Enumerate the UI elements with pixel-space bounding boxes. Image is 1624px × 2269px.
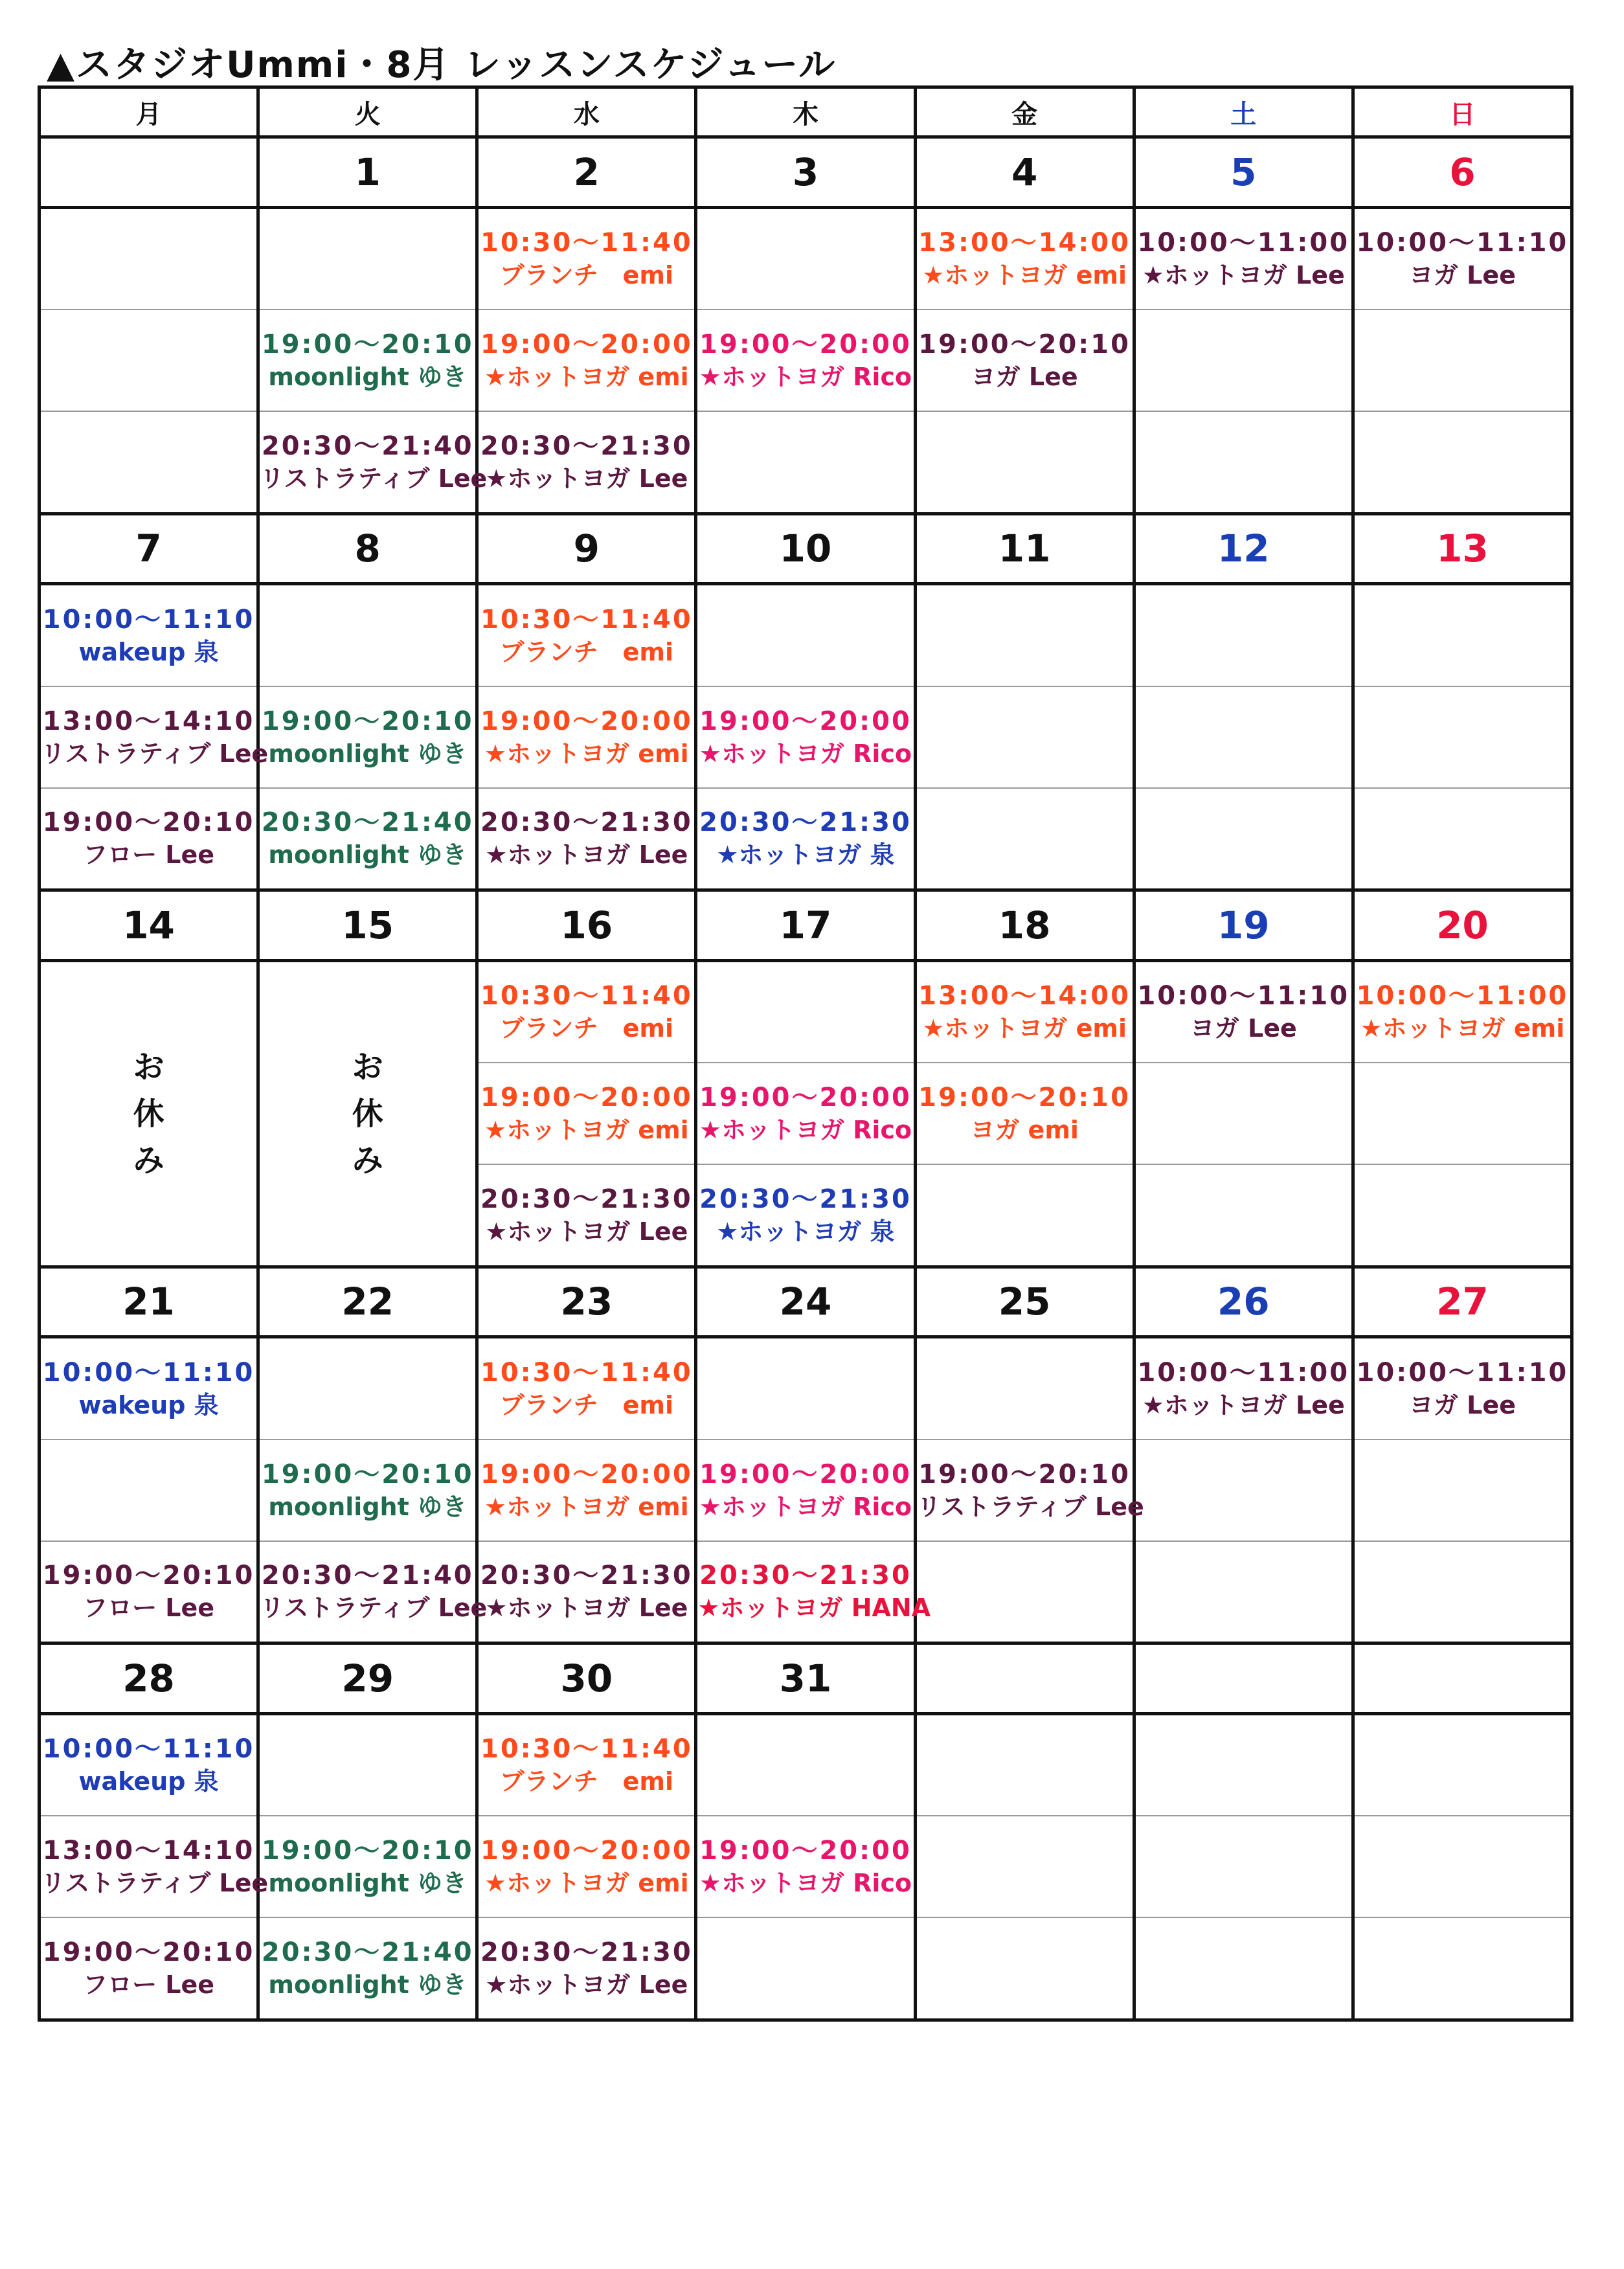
lesson-cell bbox=[915, 207, 1134, 310]
lesson-cell bbox=[477, 1164, 696, 1267]
holiday-cell bbox=[258, 960, 477, 1267]
lesson-name: フロー Lee bbox=[83, 1594, 215, 1623]
lesson-cell bbox=[477, 584, 696, 686]
lesson-time: 13:00〜14:10 bbox=[42, 1836, 255, 1866]
date-row bbox=[39, 1267, 1572, 1337]
lesson-time: 20:30〜21:30 bbox=[480, 1937, 693, 1967]
date-cell: 2 bbox=[477, 137, 696, 207]
date-cell: 14 bbox=[39, 890, 258, 960]
date-cell: 29 bbox=[258, 1643, 477, 1713]
lesson-name: moonlight ゆき bbox=[268, 1492, 467, 1521]
date-cell: 26 bbox=[1134, 1267, 1353, 1337]
lesson-cell bbox=[915, 1337, 1134, 1439]
lesson-cell bbox=[915, 584, 1134, 686]
date-cell: 1 bbox=[258, 137, 477, 207]
lesson-cell bbox=[696, 1337, 915, 1439]
date-cell: 24 bbox=[696, 1267, 915, 1337]
lesson-cell bbox=[39, 207, 258, 310]
lesson-time: 13:00〜14:00 bbox=[918, 228, 1131, 258]
lesson-cell bbox=[915, 1917, 1134, 2020]
lesson-cell bbox=[696, 1541, 931, 1643]
lesson-name: ヨガ emi bbox=[970, 1116, 1079, 1144]
weekday-header: 水 bbox=[477, 87, 696, 137]
lesson-name: ★ホットヨガ Rico bbox=[699, 739, 912, 768]
date-cell: 13 bbox=[1353, 514, 1572, 583]
lesson-name: リストラティブ Lee bbox=[916, 1492, 1144, 1521]
lesson-cell bbox=[1353, 686, 1572, 788]
lesson-cell bbox=[39, 310, 258, 411]
lesson-cell bbox=[1134, 788, 1353, 890]
lesson-cell bbox=[1134, 1439, 1353, 1541]
lesson-name: ★ホットヨガ Rico bbox=[699, 1492, 912, 1521]
lesson-time: 19:00〜20:00 bbox=[699, 1459, 912, 1489]
lesson-time: 19:00〜20:00 bbox=[480, 706, 693, 736]
lesson-cell bbox=[1134, 1713, 1353, 1816]
lesson-name: フロー Lee bbox=[83, 1970, 215, 1999]
lesson-time: 10:00〜11:10 bbox=[1137, 981, 1350, 1011]
date-cell: 17 bbox=[696, 890, 915, 960]
lesson-time: 20:30〜21:40 bbox=[261, 807, 474, 838]
lesson-time: 19:00〜20:10 bbox=[261, 1459, 474, 1489]
lesson-cell bbox=[258, 686, 477, 788]
lesson-cell bbox=[258, 310, 477, 411]
lesson-time: 19:00〜20:10 bbox=[918, 1459, 1131, 1489]
weekday-header-row bbox=[39, 87, 1572, 137]
lesson-cell bbox=[258, 584, 477, 686]
lesson-row bbox=[39, 1713, 1572, 1816]
lesson-name: moonlight ゆき bbox=[268, 1869, 467, 1897]
holiday-cell bbox=[39, 960, 258, 1267]
lesson-cell bbox=[696, 411, 915, 514]
schedule-table bbox=[38, 85, 1573, 2022]
date-cell: 3 bbox=[696, 137, 915, 207]
page-title: ▲スタジオUmmi・8月 レッスンスケジュール bbox=[47, 44, 837, 86]
lesson-cell bbox=[915, 1164, 1134, 1267]
lesson-cell bbox=[1353, 411, 1572, 514]
lesson-cell bbox=[1134, 1541, 1353, 1643]
date-cell: 19 bbox=[1134, 890, 1353, 960]
holiday-text: み bbox=[352, 1142, 383, 1179]
lesson-name: リストラティブ Lee bbox=[260, 464, 488, 493]
lesson-cell bbox=[39, 411, 258, 514]
lesson-time: 19:00〜20:00 bbox=[699, 1836, 912, 1866]
lesson-name: ★ホットヨガ Lee bbox=[1142, 1390, 1345, 1419]
lesson-cell bbox=[1134, 686, 1353, 788]
lesson-cell bbox=[477, 310, 696, 411]
lesson-time: 10:30〜11:40 bbox=[480, 604, 693, 635]
lesson-time: 19:00〜20:10 bbox=[261, 330, 474, 359]
lesson-cell bbox=[477, 788, 696, 890]
lesson-cell bbox=[258, 411, 488, 514]
weekday-header: 日 bbox=[1353, 87, 1572, 137]
lesson-name: ★ホットヨガ Lee bbox=[485, 1970, 688, 1999]
lesson-row bbox=[39, 788, 1572, 890]
date-cell bbox=[1134, 1643, 1353, 1713]
lesson-name: ★ホットヨガ Rico bbox=[699, 363, 912, 391]
date-cell: 15 bbox=[258, 890, 477, 960]
lesson-cell bbox=[696, 1917, 915, 2020]
lesson-name: ヨガ Lee bbox=[1408, 261, 1516, 290]
lesson-cell bbox=[477, 960, 696, 1063]
lesson-cell bbox=[915, 1713, 1134, 1816]
lesson-name: wakeup 泉 bbox=[78, 637, 219, 666]
lesson-cell bbox=[1353, 1713, 1572, 1816]
lesson-time: 10:30〜11:40 bbox=[480, 228, 693, 258]
lesson-cell bbox=[915, 1541, 1134, 1643]
lesson-cell bbox=[39, 686, 269, 788]
lesson-name: ★ホットヨガ Lee bbox=[485, 841, 688, 870]
lesson-name: wakeup 泉 bbox=[78, 1390, 219, 1419]
lesson-cell bbox=[1353, 1164, 1572, 1267]
lesson-time: 10:00〜11:10 bbox=[1356, 1357, 1569, 1388]
lesson-time: 19:00〜20:00 bbox=[699, 706, 912, 736]
lesson-name: ヨガ Lee bbox=[1408, 1390, 1516, 1419]
lesson-name: リストラティブ Lee bbox=[260, 1594, 488, 1623]
lesson-name: ブランチ emi bbox=[499, 261, 674, 290]
lesson-name: ★ホットヨガ Lee bbox=[485, 1217, 688, 1246]
lesson-cell bbox=[258, 1337, 477, 1439]
lesson-name: ★ホットヨガ emi bbox=[484, 739, 689, 768]
lesson-time: 20:30〜21:30 bbox=[699, 807, 912, 838]
lesson-name: ★ホットヨガ 泉 bbox=[716, 841, 895, 870]
lesson-time: 19:00〜20:00 bbox=[699, 330, 912, 359]
lesson-time: 10:00〜11:00 bbox=[1356, 981, 1569, 1011]
lesson-time: 10:00〜11:00 bbox=[1137, 1357, 1350, 1388]
lesson-time: 20:30〜21:30 bbox=[699, 1561, 912, 1591]
lesson-cell bbox=[477, 1713, 696, 1816]
date-cell: 31 bbox=[696, 1643, 915, 1713]
date-cell: 10 bbox=[696, 514, 915, 583]
lesson-name: ブランチ emi bbox=[499, 1014, 674, 1043]
lesson-cell bbox=[696, 960, 915, 1063]
lesson-time: 20:30〜21:30 bbox=[480, 1561, 693, 1591]
lesson-name: ヨガ Lee bbox=[971, 363, 1078, 391]
holiday-text: み bbox=[133, 1142, 164, 1179]
lesson-name: moonlight ゆき bbox=[268, 1970, 467, 1999]
lesson-row bbox=[39, 960, 1572, 1063]
date-cell: 28 bbox=[39, 1643, 258, 1713]
lesson-cell bbox=[915, 310, 1134, 411]
date-cell: 18 bbox=[915, 890, 1134, 960]
lesson-cell bbox=[39, 1816, 269, 1917]
date-cell: 7 bbox=[39, 514, 258, 583]
lesson-name: ヨガ Lee bbox=[1190, 1014, 1297, 1043]
lesson-cell bbox=[1353, 584, 1572, 686]
lesson-time: 19:00〜20:00 bbox=[699, 1083, 912, 1112]
lesson-row bbox=[39, 686, 1572, 788]
lesson-time: 20:30〜21:40 bbox=[261, 1937, 474, 1967]
lesson-cell bbox=[1134, 1337, 1353, 1439]
date-cell: 11 bbox=[915, 514, 1134, 583]
lesson-cell bbox=[696, 686, 915, 788]
lesson-cell bbox=[1134, 1816, 1353, 1917]
date-cell: 5 bbox=[1134, 137, 1353, 207]
lesson-cell bbox=[696, 1439, 915, 1541]
lesson-cell bbox=[696, 1816, 915, 1917]
date-cell: 27 bbox=[1353, 1267, 1572, 1337]
lesson-cell bbox=[1134, 310, 1353, 411]
lesson-cell bbox=[258, 207, 477, 310]
lesson-name: ★ホットヨガ emi bbox=[1360, 1014, 1565, 1043]
lesson-cell bbox=[1134, 1164, 1353, 1267]
schedule-body bbox=[39, 87, 1572, 2020]
holiday-text: お bbox=[352, 1048, 383, 1085]
date-cell: 22 bbox=[258, 1267, 477, 1337]
lesson-cell bbox=[258, 1541, 488, 1643]
weekday-header: 火 bbox=[258, 87, 477, 137]
lesson-cell bbox=[477, 1439, 696, 1541]
date-cell bbox=[39, 137, 258, 207]
lesson-cell bbox=[477, 411, 696, 514]
date-cell: 30 bbox=[477, 1643, 696, 1713]
lesson-name: ★ホットヨガ Lee bbox=[1142, 261, 1345, 290]
lesson-time: 10:00〜11:10 bbox=[42, 1734, 255, 1765]
lesson-cell bbox=[1353, 1439, 1572, 1541]
lesson-time: 19:00〜20:00 bbox=[480, 1836, 693, 1866]
lesson-cell bbox=[915, 1063, 1134, 1164]
lesson-name: リストラティブ Lee bbox=[41, 1869, 269, 1897]
lesson-row bbox=[39, 1541, 1572, 1643]
lesson-cell bbox=[1353, 1063, 1572, 1164]
lesson-name: moonlight ゆき bbox=[268, 363, 467, 391]
lesson-cell bbox=[1353, 310, 1572, 411]
date-cell: 16 bbox=[477, 890, 696, 960]
weekday-header: 月 bbox=[39, 87, 258, 137]
date-cell bbox=[915, 1643, 1134, 1713]
lesson-time: 20:30〜21:40 bbox=[261, 431, 474, 461]
lesson-name: ブランチ emi bbox=[499, 637, 674, 666]
lesson-row bbox=[39, 1439, 1572, 1541]
lesson-cell bbox=[1134, 1917, 1353, 2020]
lesson-cell bbox=[915, 686, 1134, 788]
lesson-cell bbox=[1134, 584, 1353, 686]
lesson-name: ★ホットヨガ emi bbox=[484, 1116, 689, 1144]
lesson-cell bbox=[696, 788, 915, 890]
date-cell bbox=[1353, 1643, 1572, 1713]
lesson-cell bbox=[258, 1917, 477, 2020]
lesson-row bbox=[39, 584, 1572, 686]
lesson-cell bbox=[477, 1917, 696, 2020]
lesson-name: ★ホットヨガ emi bbox=[484, 363, 689, 391]
date-row bbox=[39, 1643, 1572, 1713]
lesson-name: moonlight ゆき bbox=[268, 841, 467, 870]
lesson-name: ★ホットヨガ Rico bbox=[699, 1869, 912, 1897]
lesson-row bbox=[39, 310, 1572, 411]
lesson-cell bbox=[1353, 1337, 1572, 1439]
lesson-time: 19:00〜20:00 bbox=[480, 1083, 693, 1112]
lesson-cell bbox=[1353, 1816, 1572, 1917]
lesson-cell bbox=[39, 1713, 258, 1816]
lesson-name: フロー Lee bbox=[83, 841, 215, 870]
lesson-time: 10:00〜11:10 bbox=[42, 1357, 255, 1388]
lesson-cell bbox=[39, 1541, 258, 1643]
lesson-cell bbox=[477, 1337, 696, 1439]
date-row bbox=[39, 137, 1572, 207]
lesson-row bbox=[39, 1337, 1572, 1439]
lesson-name: リストラティブ Lee bbox=[41, 739, 269, 768]
lesson-cell bbox=[1134, 960, 1353, 1063]
date-cell: 21 bbox=[39, 1267, 258, 1337]
date-cell: 9 bbox=[477, 514, 696, 583]
date-cell: 12 bbox=[1134, 514, 1353, 583]
lesson-cell bbox=[1134, 207, 1353, 310]
lesson-cell bbox=[1134, 411, 1353, 514]
date-cell: 25 bbox=[915, 1267, 1134, 1337]
lesson-cell bbox=[39, 1439, 258, 1541]
lesson-cell bbox=[915, 788, 1134, 890]
lesson-cell bbox=[1353, 788, 1572, 890]
lesson-time: 13:00〜14:00 bbox=[918, 981, 1131, 1011]
lesson-time: 19:00〜20:00 bbox=[480, 330, 693, 359]
date-cell: 4 bbox=[915, 137, 1134, 207]
lesson-cell bbox=[258, 1713, 477, 1816]
lesson-time: 19:00〜20:10 bbox=[42, 1937, 255, 1967]
lesson-name: ★ホットヨガ 泉 bbox=[716, 1217, 895, 1246]
date-cell: 8 bbox=[258, 514, 477, 583]
lesson-time: 20:30〜21:40 bbox=[261, 1561, 474, 1591]
lesson-cell bbox=[258, 1816, 477, 1917]
holiday-text: お bbox=[133, 1048, 164, 1085]
lesson-cell bbox=[696, 310, 915, 411]
lesson-cell bbox=[1353, 1541, 1572, 1643]
lesson-name: ★ホットヨガ Rico bbox=[699, 1116, 912, 1144]
lesson-name: ★ホットヨガ HANA bbox=[697, 1594, 931, 1623]
holiday-text: 休 bbox=[352, 1095, 383, 1132]
lesson-time: 10:00〜11:10 bbox=[42, 604, 255, 635]
lesson-cell bbox=[915, 1439, 1144, 1541]
date-cell: 23 bbox=[477, 1267, 696, 1337]
holiday-text: 休 bbox=[133, 1095, 164, 1132]
lesson-cell bbox=[477, 686, 696, 788]
lesson-time: 10:30〜11:40 bbox=[480, 981, 693, 1011]
lesson-cell bbox=[39, 788, 258, 890]
lesson-row bbox=[39, 207, 1572, 310]
date-row bbox=[39, 514, 1572, 583]
lesson-time: 19:00〜20:10 bbox=[42, 807, 255, 838]
lesson-row bbox=[39, 1917, 1572, 2020]
lesson-time: 20:30〜21:30 bbox=[480, 807, 693, 838]
lesson-cell bbox=[1353, 207, 1572, 310]
lesson-cell bbox=[915, 960, 1134, 1063]
lesson-time: 19:00〜20:10 bbox=[42, 1561, 255, 1591]
lesson-name: ★ホットヨガ Lee bbox=[485, 1594, 688, 1623]
lesson-cell bbox=[696, 584, 915, 686]
lesson-name: ★ホットヨガ emi bbox=[922, 1014, 1127, 1043]
lesson-time: 10:30〜11:40 bbox=[480, 1357, 693, 1388]
weekday-header: 金 bbox=[915, 87, 1134, 137]
lesson-name: ★ホットヨガ emi bbox=[484, 1492, 689, 1521]
date-cell: 6 bbox=[1353, 137, 1572, 207]
lesson-cell bbox=[1353, 960, 1572, 1063]
lesson-time: 19:00〜20:10 bbox=[261, 706, 474, 736]
lesson-cell bbox=[39, 1337, 258, 1439]
lesson-cell bbox=[1353, 1917, 1572, 2020]
lesson-name: moonlight ゆき bbox=[268, 739, 467, 768]
lesson-name: ブランチ emi bbox=[499, 1767, 674, 1796]
lesson-cell bbox=[258, 788, 477, 890]
date-row bbox=[39, 890, 1572, 960]
lesson-time: 20:30〜21:30 bbox=[480, 1184, 693, 1214]
lesson-row bbox=[39, 411, 1572, 514]
lesson-name: ★ホットヨガ emi bbox=[922, 261, 1127, 290]
lesson-cell bbox=[477, 207, 696, 310]
lesson-name: wakeup 泉 bbox=[78, 1767, 219, 1796]
lesson-time: 19:00〜20:10 bbox=[918, 1083, 1131, 1112]
lesson-row bbox=[39, 1816, 1572, 1917]
lesson-time: 19:00〜20:10 bbox=[918, 330, 1131, 359]
lesson-cell bbox=[696, 1063, 915, 1164]
lesson-time: 19:00〜20:00 bbox=[480, 1459, 693, 1489]
lesson-cell bbox=[258, 1439, 477, 1541]
lesson-name: ブランチ emi bbox=[499, 1390, 674, 1419]
lesson-cell bbox=[915, 411, 1134, 514]
lesson-cell bbox=[477, 1063, 696, 1164]
lesson-time: 20:30〜21:30 bbox=[699, 1184, 912, 1214]
lesson-time: 19:00〜20:10 bbox=[261, 1836, 474, 1866]
date-cell: 20 bbox=[1353, 890, 1572, 960]
lesson-cell bbox=[696, 1164, 915, 1267]
lesson-cell bbox=[915, 1816, 1134, 1917]
lesson-time: 10:00〜11:00 bbox=[1137, 228, 1350, 258]
lesson-cell bbox=[39, 1917, 258, 2020]
lesson-time: 13:00〜14:10 bbox=[42, 706, 255, 736]
lesson-cell bbox=[477, 1541, 696, 1643]
lesson-name: ★ホットヨガ Lee bbox=[485, 464, 688, 493]
lesson-name: ★ホットヨガ emi bbox=[484, 1869, 689, 1897]
weekday-header: 土 bbox=[1134, 87, 1353, 137]
lesson-cell bbox=[1134, 1063, 1353, 1164]
weekday-header: 木 bbox=[696, 87, 915, 137]
lesson-cell bbox=[477, 1816, 696, 1917]
lesson-cell bbox=[696, 207, 915, 310]
lesson-time: 10:30〜11:40 bbox=[480, 1734, 693, 1765]
lesson-time: 20:30〜21:30 bbox=[480, 431, 693, 461]
lesson-cell bbox=[39, 584, 258, 686]
lesson-time: 10:00〜11:10 bbox=[1356, 228, 1569, 258]
lesson-cell bbox=[696, 1713, 915, 1816]
